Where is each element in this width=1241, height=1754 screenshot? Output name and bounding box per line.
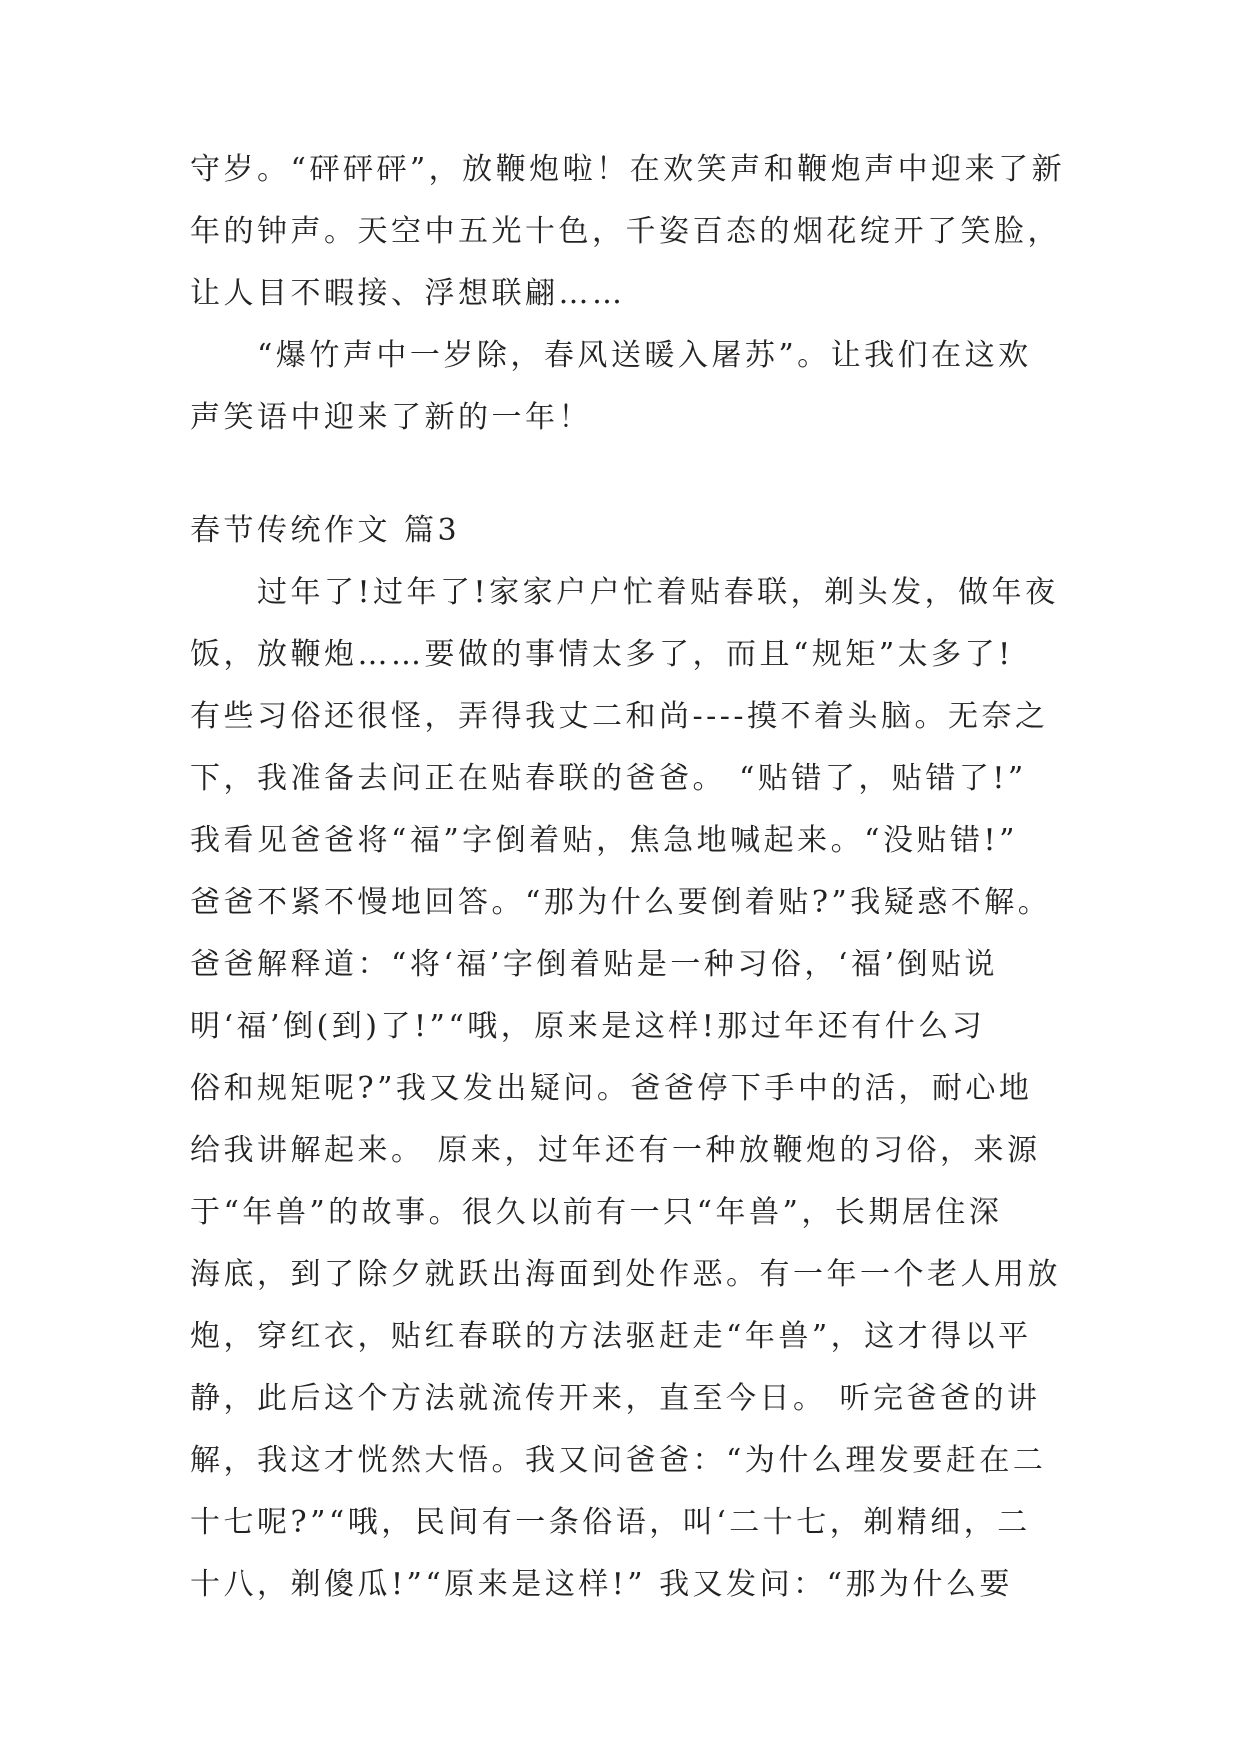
paragraph-line: 守岁。“砰砰砰”，放鞭炮啦！在欢笑声和鞭炮声中迎来了新 [190, 152, 1066, 187]
paragraph-line: 明‘福’倒(到)了!”“哦，原来是这样!那过年还有什么习 [190, 1009, 986, 1044]
paragraph-line: 解，我这才恍然大悟。我又问爸爸：“为什么理发要赶在二 [190, 1443, 1047, 1478]
paragraph-line: 让人目不暇接、浮想联翩…… [190, 276, 626, 311]
paragraph-line: 年的钟声。天空中五光十色，千姿百态的烟花绽开了笑脸， [190, 214, 1061, 249]
paragraph-line: 十七呢?”“哦，民间有一条俗语，叫‘二十七，剃精细，二 [190, 1505, 1031, 1540]
paragraph-line: 于“年兽”的故事。很久以前有一只“年兽”，长期居住深 [190, 1195, 1003, 1230]
paragraph-line: 有些习俗还很怪，弄得我丈二和尚----摸不着头脑。无奈之 [190, 699, 1049, 734]
paragraph-line: 炮，穿红衣，贴红春联的方法驱赶走“年兽”，这才得以平 [190, 1319, 1032, 1354]
paragraph-line: 海底，到了除夕就跃出海面到处作恶。有一年一个老人用放 [190, 1257, 1061, 1292]
paragraph-line: 下，我准备去问正在贴春联的爸爸。 “贴错了，贴错了!” [190, 761, 1027, 796]
paragraph-line: 十八，剃傻瓜!”“原来是这样!” 我又发问：“那为什么要 [190, 1567, 1013, 1602]
paragraph-line: 爸爸不紧不慢地回答。“那为什么要倒着贴?”我疑惑不解。 [190, 885, 1052, 920]
paragraph-line: 声笑语中迎来了新的一年！ [190, 400, 592, 435]
paragraph-line: 爸爸解释道：“将‘福’字倒着贴是一种习俗，‘福’倒贴说 [190, 947, 998, 982]
section-heading: 春节传统作文 篇3 [190, 513, 461, 548]
paragraph-line: “爆竹声中一岁除，春风送暖入屠苏”。让我们在这欢 [190, 338, 1032, 373]
paragraph-line: 静，此后这个方法就流传开来，直至今日。 听完爸爸的讲 [190, 1381, 1041, 1416]
paragraph-line: 俗和规矩呢?”我又发出疑问。爸爸停下手中的活，耐心地 [190, 1071, 1033, 1106]
paragraph-line: 我看见爸爸将“福”字倒着贴，焦急地喊起来。“没贴错!” [190, 823, 1018, 858]
paragraph-line: 给我讲解起来。 原来，过年还有一种放鞭炮的习俗，来源 [190, 1133, 1041, 1168]
paragraph-line: 过年了!过年了!家家户户忙着贴春联，剃头发，做年夜 [190, 575, 1059, 610]
paragraph-line: 饭，放鞭炮……要做的事情太多了，而且“规矩”太多了! [190, 637, 1014, 672]
